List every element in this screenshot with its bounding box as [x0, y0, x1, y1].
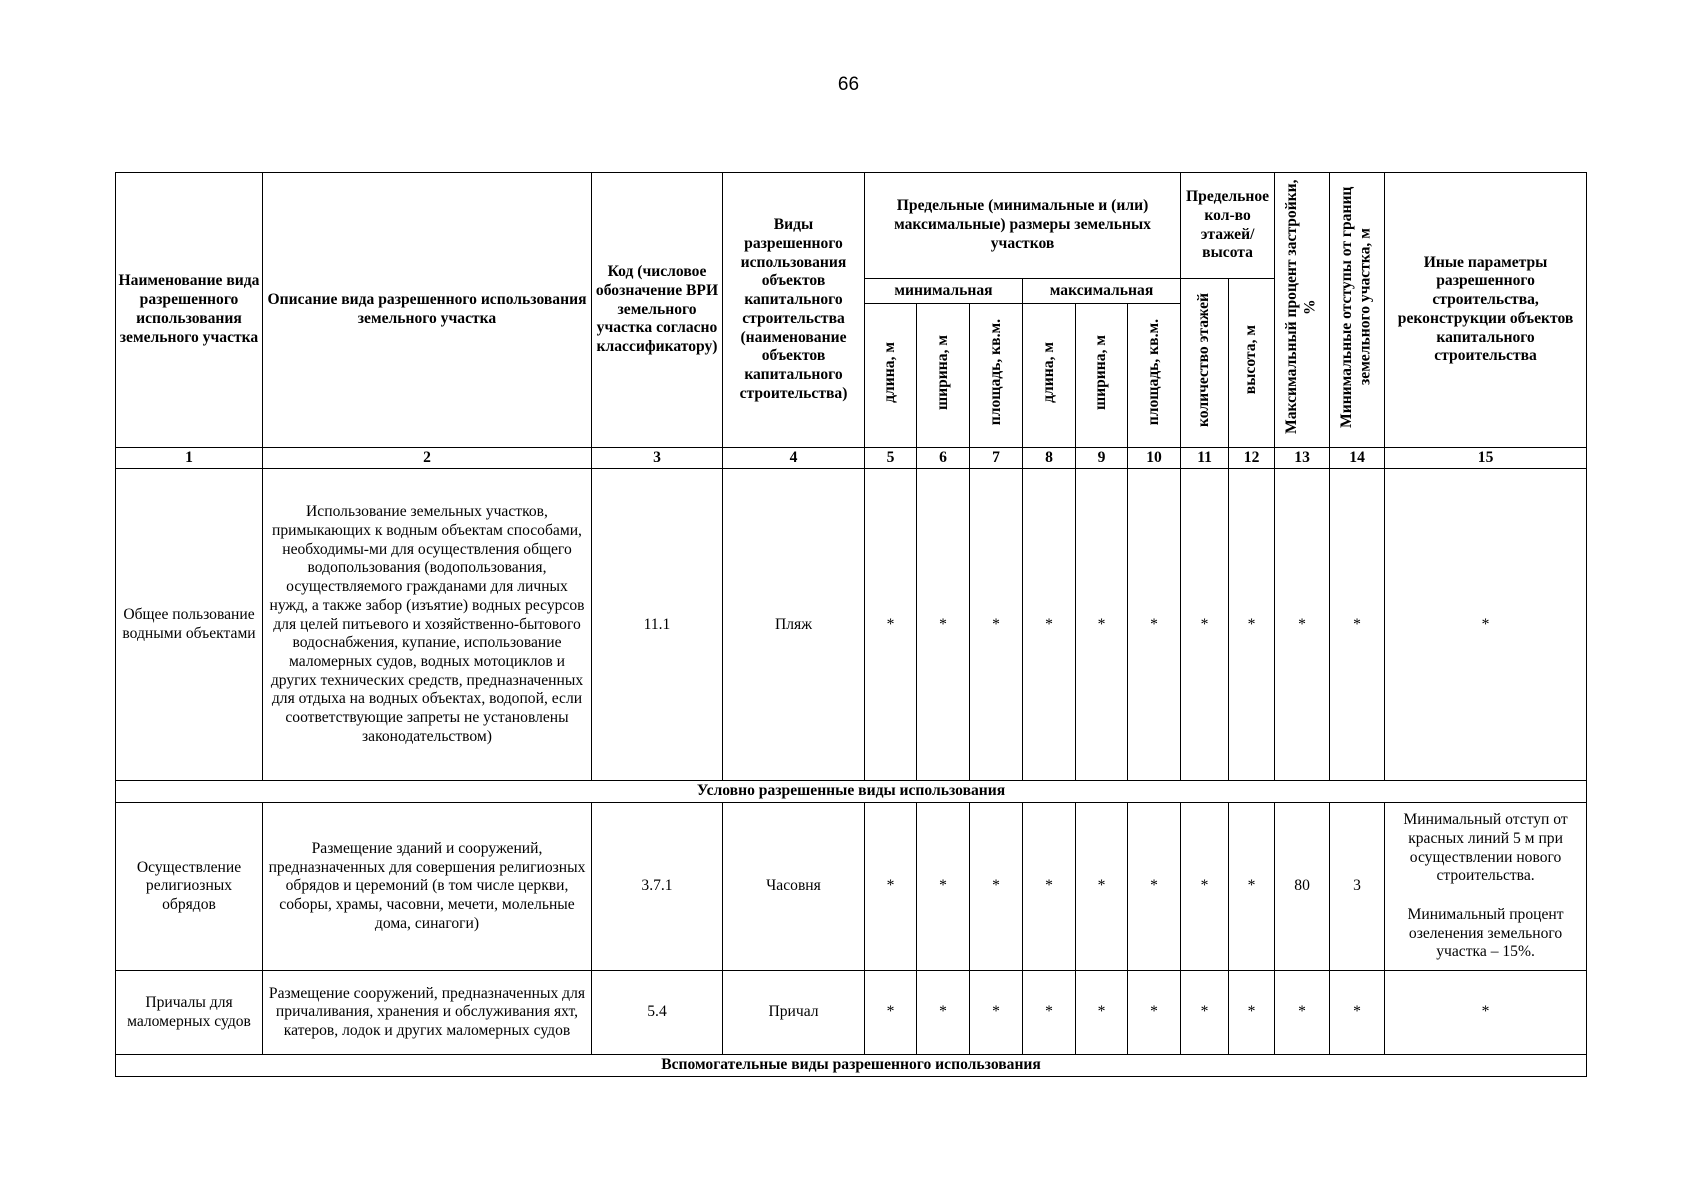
- header-max-coverage: Максимальный процент застройки, %: [1275, 173, 1330, 448]
- row-value: *: [1181, 971, 1229, 1055]
- row-value: *: [1181, 803, 1229, 971]
- row-value: *: [970, 803, 1023, 971]
- row-name: Общее пользование водными объектами: [116, 469, 263, 781]
- row-name: Осуществление религиозных обрядов: [116, 803, 263, 971]
- column-number: 11: [1181, 447, 1229, 469]
- column-number: 15: [1385, 447, 1587, 469]
- row-value: *: [1330, 971, 1385, 1055]
- row-value: *: [917, 469, 970, 781]
- row-name: Причалы для маломерных судов: [116, 971, 263, 1055]
- section-conditional: [116, 781, 1587, 803]
- row-other-params: [1385, 803, 1587, 971]
- regulations-table: [115, 172, 1587, 1077]
- header-min-length: длина, м: [865, 303, 917, 447]
- row-other-params: *: [1385, 971, 1587, 1055]
- column-number: 2: [263, 447, 592, 469]
- header-description: Описание вида разрешенного использования земельного участка: [263, 173, 592, 448]
- row-value: *: [1023, 803, 1076, 971]
- header-name: Наименование вида разрешенного использования земельного участка: [116, 173, 263, 448]
- row-value: *: [1330, 469, 1385, 781]
- other-param-text: Минимальный процент озеленения земельного участка – 15%.: [1407, 905, 1564, 961]
- header-min-width: ширина, м: [917, 303, 970, 447]
- column-number: 12: [1229, 447, 1275, 469]
- header-row-1: [116, 173, 1587, 279]
- row-object: Пляж: [723, 469, 865, 781]
- row-value: *: [1229, 971, 1275, 1055]
- column-number: 14: [1330, 447, 1385, 469]
- column-number: 8: [1023, 447, 1076, 469]
- row-other-params: *: [1385, 469, 1587, 781]
- row-value: *: [917, 803, 970, 971]
- row-description: Использование земельных участков, примыкающих к водным объектам способами, необходимы-ми для осуществления общего водопользования (водопользования, осуществляемого гражданами для личных нужд, а также забор (изъятие) водных ресурсов для целей питьевого и хозяйственно-бытового водоснабжения, купание, использование маломерных судов, водных мотоциклов и других технических средств, предназначенных для отдыха на водных объектах, водопой, если соответствующие запреты не установлены законодательством): [263, 469, 592, 781]
- row-value: *: [1076, 971, 1128, 1055]
- section-title: Вспомогательные виды разрешенного использования: [116, 1055, 1587, 1077]
- header-max: максимальная: [1023, 279, 1181, 304]
- column-number: 13: [1275, 447, 1330, 469]
- row-value: *: [1023, 971, 1076, 1055]
- table-row: [116, 469, 1587, 781]
- header-other-params: Иные параметры разрешенного строительства, реконструкции объектов капитального строительства: [1385, 173, 1587, 448]
- header-min-area: площадь, кв.м.: [970, 303, 1023, 447]
- row-value: *: [1076, 469, 1128, 781]
- header-code: Код (числовое обозначение ВРИ земельного участка согласно классификатору): [592, 173, 723, 448]
- table-row: [116, 971, 1587, 1055]
- row-value: *: [1275, 469, 1330, 781]
- section-auxiliary: [116, 1055, 1587, 1077]
- other-param-text: Минимальный отступ от красных линий 5 м при осуществлении нового строительства.: [1403, 811, 1568, 885]
- section-title: Условно разрешенные виды использования: [116, 781, 1587, 803]
- header-max-area: площадь, кв.м.: [1128, 303, 1181, 447]
- column-number: 10: [1128, 447, 1181, 469]
- header-max-length: длина, м: [1023, 303, 1076, 447]
- header-max-width: ширина, м: [1076, 303, 1128, 447]
- header-height: высота, м: [1229, 279, 1275, 448]
- row-description: Размещение зданий и сооружений, предназначенных для совершения религиозных обрядов и церемоний (в том числе церкви, соборы, храмы, часовни, мечети, молельные дома, синагоги): [263, 803, 592, 971]
- row-value: *: [1229, 803, 1275, 971]
- column-number: 6: [917, 447, 970, 469]
- column-number: 9: [1076, 447, 1128, 469]
- row-value: *: [865, 971, 917, 1055]
- row-value: *: [1128, 803, 1181, 971]
- row-value: *: [1181, 469, 1229, 781]
- page-number: 66: [837, 74, 860, 95]
- row-code: 11.1: [592, 469, 723, 781]
- table-row: [116, 803, 1587, 971]
- column-number: 7: [970, 447, 1023, 469]
- header-plot-sizes: Предельные (минимальные и (или) максимальные) размеры земельных участков: [865, 173, 1181, 279]
- row-value: *: [1229, 469, 1275, 781]
- row-value: *: [1275, 971, 1330, 1055]
- row-value: *: [1023, 469, 1076, 781]
- row-value: *: [865, 803, 917, 971]
- row-value: 3: [1330, 803, 1385, 971]
- header-objects: Виды разрешенного использования объектов капитального строительства (наименование объектов капитального строительства): [723, 173, 865, 448]
- header-floor-count: количество этажей: [1181, 279, 1229, 448]
- column-number: 1: [116, 447, 263, 469]
- row-value: *: [1128, 971, 1181, 1055]
- row-value: *: [970, 469, 1023, 781]
- row-code: 3.7.1: [592, 803, 723, 971]
- row-value: *: [970, 971, 1023, 1055]
- row-description: Размещение сооружений, предназначенных для причаливания, хранения и обслуживания яхт, катеров, лодок и других маломерных судов: [263, 971, 592, 1055]
- row-value: *: [1076, 803, 1128, 971]
- header-min: минимальная: [865, 279, 1023, 304]
- header-min-setbacks: Минимальные отступы от границ земельного участка, м: [1330, 173, 1385, 448]
- row-value: *: [865, 469, 917, 781]
- column-number: 3: [592, 447, 723, 469]
- column-number: 5: [865, 447, 917, 469]
- header-floors-height: Предельное кол-во этажей/ высота: [1181, 173, 1275, 279]
- column-number: 4: [723, 447, 865, 469]
- row-value: 80: [1275, 803, 1330, 971]
- row-code: 5.4: [592, 971, 723, 1055]
- column-numbers-row: [116, 447, 1587, 469]
- row-object: Причал: [723, 971, 865, 1055]
- row-value: *: [917, 971, 970, 1055]
- row-object: Часовня: [723, 803, 865, 971]
- row-value: *: [1128, 469, 1181, 781]
